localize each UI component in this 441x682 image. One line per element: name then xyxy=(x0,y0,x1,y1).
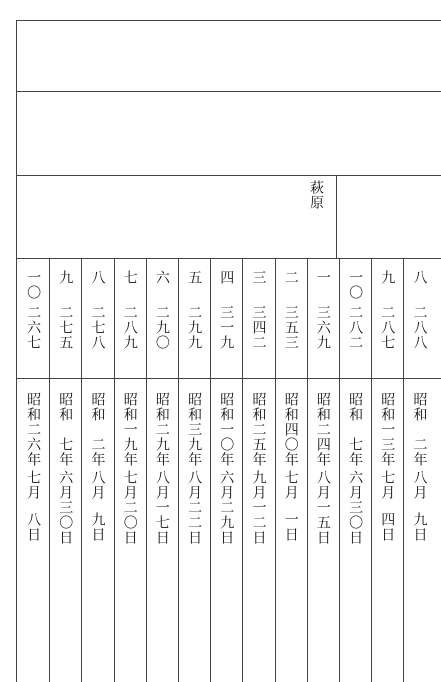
row-date-era: 昭和 七年 xyxy=(57,392,74,467)
row-date-era: 昭和一三年 xyxy=(379,392,396,467)
section-rule-2 xyxy=(16,175,441,176)
row-index: 一 xyxy=(314,270,331,285)
row-index: 一〇 xyxy=(25,270,42,300)
column-separator xyxy=(371,258,372,682)
row-number: 三六九 xyxy=(314,305,331,350)
column-separator xyxy=(49,258,50,682)
row-date-day: 一日 xyxy=(282,512,299,542)
row-number: 三五三 xyxy=(282,305,299,350)
row-date-day: 九日 xyxy=(89,512,106,542)
row-date-month: 七月二〇日 xyxy=(121,470,138,545)
row-index: 六 xyxy=(153,270,170,285)
row-date-month: 六月三〇日 xyxy=(347,470,364,545)
row-index: 九 xyxy=(379,270,396,285)
row-index: 八 xyxy=(411,270,428,285)
column-separator xyxy=(178,258,179,682)
row-number: 二九〇 xyxy=(153,305,170,350)
row-date-month: 七月 xyxy=(282,470,299,500)
column-separator xyxy=(81,258,82,682)
row-date-month: 六月三〇日 xyxy=(57,470,74,545)
row-number: 三四二 xyxy=(250,305,267,350)
row-number: 二九九 xyxy=(186,305,203,350)
row-index: 四 xyxy=(218,270,235,285)
row-date-era: 昭和一〇年 xyxy=(218,392,235,467)
row-date-era: 昭和四〇年 xyxy=(282,392,299,467)
row-index: 八 xyxy=(89,270,106,285)
row-date-era: 昭和二五年 xyxy=(250,392,267,467)
row-index: 二 xyxy=(282,270,299,285)
row-date-era: 昭和二九年 xyxy=(153,392,170,467)
column-separator xyxy=(403,258,404,682)
row-date-era: 昭和二四年 xyxy=(314,392,331,467)
column-separator xyxy=(307,258,308,682)
table-top-rule xyxy=(16,258,441,259)
row-date-era: 昭和一九年 xyxy=(121,392,138,467)
column-separator xyxy=(146,258,147,682)
row-date-era: 昭和 二年 xyxy=(89,392,106,467)
row-date-month: 八月一七日 xyxy=(153,470,170,545)
row-number: 二八八 xyxy=(411,305,428,350)
column-separator xyxy=(210,258,211,682)
row-index: 一〇 xyxy=(347,270,364,300)
row-date-month: 八月 xyxy=(89,470,106,500)
number-divider-rule xyxy=(16,378,441,379)
row-number: 二八二 xyxy=(347,305,364,350)
row-index: 九 xyxy=(57,270,74,285)
row-date-month: 九月一二日 xyxy=(250,470,267,545)
row-date-day: 九日 xyxy=(411,512,428,542)
section-rule-1 xyxy=(16,91,441,92)
row-number: 三一九 xyxy=(218,305,235,350)
row-number: 二八七 xyxy=(379,305,396,350)
row-number: 二七五 xyxy=(57,305,74,350)
row-date-day: 八日 xyxy=(25,512,42,542)
row-date-era: 昭和二六年 xyxy=(25,392,42,467)
row-date-era: 昭和 二年 xyxy=(411,392,428,467)
row-date-month: 七月 xyxy=(25,470,42,500)
column-separator xyxy=(275,258,276,682)
row-number: 二六七 xyxy=(25,305,42,350)
row-date-era: 昭和三九年 xyxy=(186,392,203,467)
row-date-era: 昭和 七年 xyxy=(347,392,364,467)
column-separator xyxy=(242,258,243,682)
row-date-month: 八月二二日 xyxy=(186,470,203,545)
row-index: 五 xyxy=(186,270,203,285)
header-name: 萩原 xyxy=(308,180,324,210)
row-date-month: 六月二九日 xyxy=(218,470,235,545)
row-date-month: 八月一五日 xyxy=(314,470,331,545)
row-number: 二八九 xyxy=(121,305,138,350)
row-date-day: 四日 xyxy=(379,512,396,542)
row-date-month: 八月 xyxy=(411,470,428,500)
column-separator xyxy=(114,258,115,682)
row-index: 三 xyxy=(250,270,267,285)
row-index: 七 xyxy=(121,270,138,285)
top-rule xyxy=(16,20,441,21)
row-date-month: 七月 xyxy=(379,470,396,500)
header-divider xyxy=(336,175,337,258)
column-separator xyxy=(339,258,340,682)
row-number: 二七八 xyxy=(89,305,106,350)
left-border xyxy=(16,20,17,682)
